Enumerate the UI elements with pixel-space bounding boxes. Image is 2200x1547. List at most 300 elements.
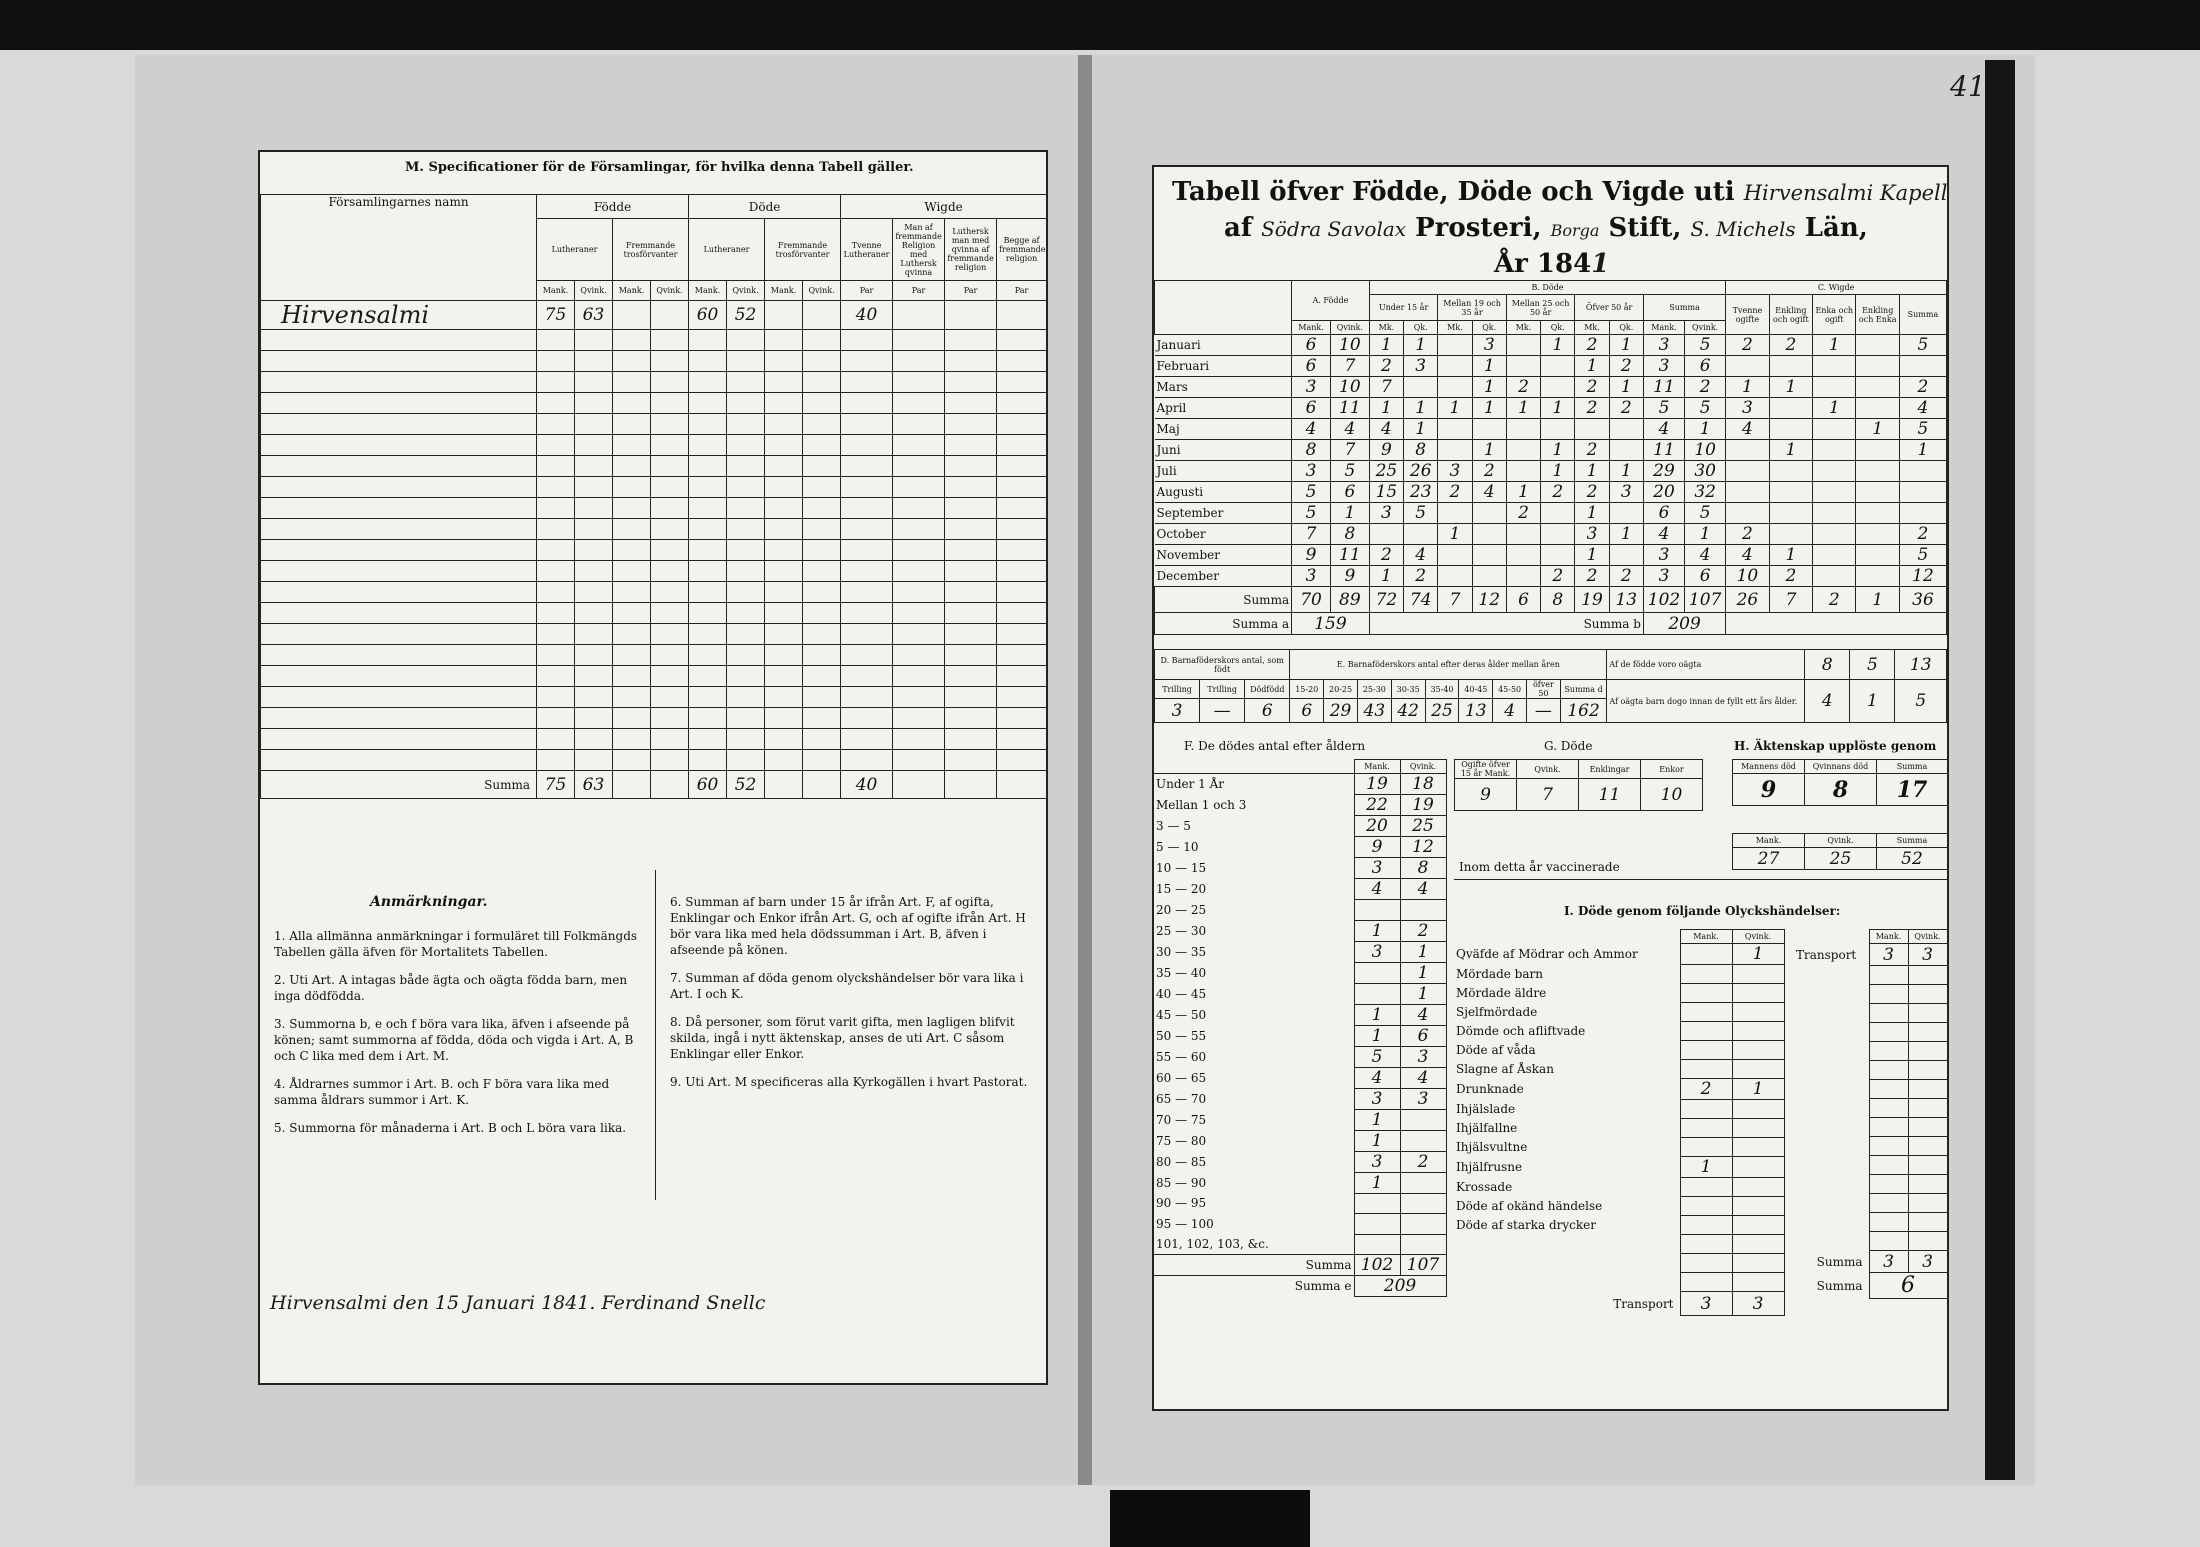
blank-row xyxy=(261,729,1047,750)
month-cell xyxy=(1438,377,1472,398)
month-cell: 3 xyxy=(1643,356,1684,377)
blank-cell xyxy=(1794,1004,1869,1023)
f-summa-label: Summa xyxy=(1154,1255,1354,1276)
blank-cell xyxy=(261,624,537,645)
blank-cell xyxy=(1908,1080,1947,1099)
blank-cell xyxy=(651,624,689,645)
blank-cell xyxy=(765,435,803,456)
age-label: 101, 102, 103, &c. xyxy=(1154,1234,1354,1255)
month-cell: 3 xyxy=(1609,482,1643,503)
age-mank: 9 xyxy=(1354,837,1400,858)
age-row xyxy=(1154,941,1446,962)
blank-cell xyxy=(537,456,575,477)
i-hdr-mank: Mank. xyxy=(1680,930,1732,944)
blank-cell xyxy=(1908,1042,1947,1061)
blank-cell xyxy=(689,645,727,666)
month-cell: 2 xyxy=(1369,356,1403,377)
hdr-qk: Qk. xyxy=(1404,321,1438,335)
note-4: 4. Åldrarnes summor i Art. B. och F böra vara lika med samma åldrars summor i Art. K. xyxy=(274,1077,610,1107)
summa-cell: 107 xyxy=(1685,587,1726,613)
month-cell: 12 xyxy=(1899,566,1946,587)
month-cell xyxy=(1813,566,1856,587)
head-25-50: Mellan 25 och 50 år xyxy=(1506,295,1575,321)
blank-cell xyxy=(1869,1080,1908,1099)
title-line-3 xyxy=(1494,249,1609,279)
age-label: 45 — 50 xyxy=(1154,1004,1354,1025)
month-cell: 3 xyxy=(1292,566,1331,587)
month-cell xyxy=(1813,419,1856,440)
age-row xyxy=(1154,1151,1446,1172)
title-text-2d: Län, xyxy=(1804,213,1868,243)
accident-qvink xyxy=(1732,1178,1784,1197)
blank-cell xyxy=(803,456,841,477)
blank-cell xyxy=(575,393,613,414)
blank-cell xyxy=(537,435,575,456)
month-cell xyxy=(1899,356,1946,377)
blank-cell xyxy=(1869,1156,1908,1175)
i-transport-q: 3 xyxy=(1732,1292,1784,1316)
blank-cell xyxy=(841,666,893,687)
summa-label: Summa xyxy=(261,771,537,799)
hdr-mank: Mank. xyxy=(765,281,803,301)
blank-cell xyxy=(537,372,575,393)
blank-cell xyxy=(803,540,841,561)
blank-cell xyxy=(651,330,689,351)
blank-cell xyxy=(727,582,765,603)
title-text-2a: af xyxy=(1224,213,1253,243)
wigde-header: Wigde xyxy=(841,195,1047,219)
blank-row xyxy=(261,666,1047,687)
e-val: 43 xyxy=(1357,699,1391,723)
blank-cell xyxy=(997,330,1047,351)
month-cell xyxy=(1609,503,1643,524)
d-e-table xyxy=(1154,649,1947,723)
dode-mank: 60 xyxy=(689,301,727,330)
blank-rows xyxy=(261,330,1047,771)
accident-row xyxy=(1454,1138,1784,1157)
blank-cell xyxy=(613,540,651,561)
blank-cell xyxy=(841,645,893,666)
month-cell xyxy=(1472,566,1506,587)
blank-cell xyxy=(651,687,689,708)
month-cell: 1 xyxy=(1575,356,1609,377)
month-cell: 2 xyxy=(1369,545,1403,566)
blank-cell xyxy=(689,708,727,729)
month-cell xyxy=(1506,461,1540,482)
month-cell: 2 xyxy=(1575,377,1609,398)
summa-cell: 70 xyxy=(1292,587,1331,613)
i-col-transport-label: Transport xyxy=(1796,947,1857,962)
blank-cell xyxy=(613,456,651,477)
blank-cell xyxy=(803,729,841,750)
month-cell: 9 xyxy=(1292,545,1331,566)
accident-row xyxy=(1454,1100,1784,1119)
blank-cell xyxy=(1908,1099,1947,1118)
month-cell: 2 xyxy=(1769,335,1812,356)
blank-cell xyxy=(689,414,727,435)
month-cell: 4 xyxy=(1404,545,1438,566)
blank-cell xyxy=(765,561,803,582)
blank-cell xyxy=(765,645,803,666)
blank-row xyxy=(1794,1137,1947,1156)
month-cell: 2 xyxy=(1541,482,1575,503)
e-col: Summa d xyxy=(1560,680,1607,699)
blank-cell xyxy=(727,687,765,708)
accident-label: Slagne af Åskan xyxy=(1456,1062,1554,1076)
month-cell: 5 xyxy=(1685,398,1726,419)
age-label: 80 — 85 xyxy=(1154,1151,1354,1172)
blank-cell xyxy=(689,582,727,603)
month-cell: 3 xyxy=(1643,566,1684,587)
age-mank: 19 xyxy=(1354,774,1400,795)
blank-row xyxy=(1794,1023,1947,1042)
month-cell: 7 xyxy=(1292,524,1331,545)
i-hdr-qvink: Qvink. xyxy=(1732,930,1784,944)
g-col: Enkor xyxy=(1641,760,1703,779)
month-cell: 4 xyxy=(1643,419,1684,440)
month-cell: 4 xyxy=(1685,545,1726,566)
blank-row xyxy=(1794,985,1947,1004)
blank-cell xyxy=(1908,966,1947,985)
title-hw-2a: Södra Savolax xyxy=(1261,217,1407,241)
g-title: G. Döde xyxy=(1544,739,1593,753)
accident-label: Drunknade xyxy=(1456,1082,1524,1096)
blank-cell xyxy=(1908,1004,1947,1023)
summa-cell: 72 xyxy=(1369,587,1403,613)
accident-mank xyxy=(1680,1041,1732,1060)
blank-cell xyxy=(841,603,893,624)
blank-row xyxy=(1794,1213,1947,1232)
blank-cell xyxy=(893,708,945,729)
month-cell xyxy=(1438,566,1472,587)
m-title: M. Specificationer för de Församlingar, för hvilka denna Tabell gäller. xyxy=(405,160,914,175)
accident-qvink xyxy=(1732,1060,1784,1079)
blank-cell xyxy=(803,750,841,771)
month-cell xyxy=(1575,419,1609,440)
dode-lutheraner: Lutheraner xyxy=(689,219,765,281)
blank-cell xyxy=(261,708,537,729)
month-cell xyxy=(1506,440,1540,461)
month-cell: 2 xyxy=(1575,440,1609,461)
accident-mank xyxy=(1680,1022,1732,1041)
head-19-35: Mellan 19 och 35 år xyxy=(1438,295,1507,321)
blank-cell xyxy=(727,498,765,519)
blank-cell xyxy=(841,708,893,729)
fodde-header: Födde xyxy=(537,195,689,219)
blank-row xyxy=(261,708,1047,729)
vacc-val: 25 xyxy=(1805,848,1877,870)
age-label: 3 — 5 xyxy=(1154,816,1354,837)
blank-cell xyxy=(803,645,841,666)
blank-cell xyxy=(765,330,803,351)
blank-cell xyxy=(765,540,803,561)
age-row xyxy=(1154,1130,1446,1151)
month-row xyxy=(1155,461,1947,482)
summa-cell: 7 xyxy=(1769,587,1812,613)
age-qvink xyxy=(1400,1130,1446,1151)
age-label: 5 — 10 xyxy=(1154,837,1354,858)
month-row xyxy=(1155,440,1947,461)
age-mank: 3 xyxy=(1354,941,1400,962)
summa-cell: 7 xyxy=(1438,587,1472,613)
accident-mank xyxy=(1680,1003,1732,1022)
month-cell xyxy=(1769,503,1812,524)
title-line-1 xyxy=(1172,177,1947,207)
accident-qvink xyxy=(1732,1157,1784,1178)
month-cell: 1 xyxy=(1813,398,1856,419)
accident-label: Döde af okänd händelse xyxy=(1456,1199,1603,1213)
blank-cell xyxy=(945,708,997,729)
blank-cell xyxy=(727,372,765,393)
e-title: E. Barnaföderskors antal efter deras ålder mellan åren xyxy=(1290,650,1607,680)
age-qvink: 12 xyxy=(1400,837,1446,858)
month-cell: 2 xyxy=(1685,377,1726,398)
age-row xyxy=(1154,1004,1446,1025)
blank-cell xyxy=(841,456,893,477)
month-cell: 11 xyxy=(1643,440,1684,461)
month-cell xyxy=(1726,503,1769,524)
accident-row xyxy=(1454,1216,1784,1235)
age-label: 90 — 95 xyxy=(1154,1193,1354,1214)
age-mank: 20 xyxy=(1354,816,1400,837)
title-text-1: Tabell öfver Födde, Döde och Vigde uti xyxy=(1172,177,1735,207)
age-qvink: 2 xyxy=(1400,920,1446,941)
month-cell xyxy=(1506,356,1540,377)
blank-cell xyxy=(537,687,575,708)
blank-cell xyxy=(537,708,575,729)
blank-cell xyxy=(765,519,803,540)
blank-cell xyxy=(575,666,613,687)
i-summa2-row xyxy=(1794,1273,1947,1299)
wigde-tvenne: Tvenne Lutheraner xyxy=(841,219,893,281)
blank-cell xyxy=(945,498,997,519)
hdr-mk: Mk. xyxy=(1369,321,1403,335)
month-cell: 5 xyxy=(1685,503,1726,524)
blank-cell xyxy=(803,330,841,351)
blank-cell xyxy=(1869,966,1908,985)
accident-label: Krossade xyxy=(1456,1180,1513,1194)
age-qvink: 25 xyxy=(1400,816,1446,837)
blank-cell xyxy=(613,519,651,540)
blank-cell xyxy=(1794,1099,1869,1118)
summa-dode-mank: 60 xyxy=(689,771,727,799)
hdr-qvink: Qvink. xyxy=(651,281,689,301)
month-cell: 1 xyxy=(1609,377,1643,398)
month-cell xyxy=(1899,461,1946,482)
age-label: 55 — 60 xyxy=(1154,1046,1354,1067)
age-qvink: 4 xyxy=(1400,1067,1446,1088)
age-row xyxy=(1154,774,1446,795)
blank-cell xyxy=(945,414,997,435)
blank-row xyxy=(1794,1099,1947,1118)
summa-cell: 13 xyxy=(1609,587,1643,613)
title-hw-2c: S. Michels xyxy=(1690,217,1796,241)
age-mank xyxy=(1354,962,1400,983)
blank-cell xyxy=(803,561,841,582)
h-val: 17 xyxy=(1877,774,1948,806)
e-val: 162 xyxy=(1560,699,1607,723)
head-tvenne: Tvenne ogifte xyxy=(1726,295,1769,335)
blank-cell xyxy=(997,645,1047,666)
i-summa2-label: Summa xyxy=(1816,1278,1863,1293)
blank-cell xyxy=(765,372,803,393)
blank-cell xyxy=(997,561,1047,582)
blank-cell xyxy=(1794,1042,1869,1061)
month-cell: 5 xyxy=(1292,503,1331,524)
month-cell xyxy=(1726,461,1769,482)
hdr-qvink: Qvink. xyxy=(1685,321,1726,335)
blank-cell xyxy=(893,603,945,624)
title-line-2 xyxy=(1224,213,1868,243)
accident-qvink: 1 xyxy=(1732,944,1784,965)
month-cell: 10 xyxy=(1685,440,1726,461)
blank-cell xyxy=(945,687,997,708)
blank-cell xyxy=(261,729,537,750)
month-name: September xyxy=(1155,503,1292,524)
d-val: 3 xyxy=(1155,699,1200,723)
page-number: 41 xyxy=(1950,70,1986,103)
right-page-edge xyxy=(1985,60,2015,1480)
blank-cell xyxy=(765,603,803,624)
month-cell xyxy=(1813,461,1856,482)
blank-cell xyxy=(841,750,893,771)
blank-cell xyxy=(613,372,651,393)
blank-cell xyxy=(1794,1213,1869,1232)
h-val: 9 xyxy=(1733,774,1805,806)
blank-row xyxy=(261,582,1047,603)
blank-cell xyxy=(261,372,537,393)
month-cell: 3 xyxy=(1292,377,1331,398)
month-cell xyxy=(1541,545,1575,566)
age-row xyxy=(1154,1109,1446,1130)
blank-cell xyxy=(727,708,765,729)
age-mank xyxy=(1354,900,1400,921)
vacc-val: 27 xyxy=(1733,848,1805,870)
blank-cell xyxy=(1794,1061,1869,1080)
age-label: 50 — 55 xyxy=(1154,1025,1354,1046)
age-label: 75 — 80 xyxy=(1154,1130,1354,1151)
blank-cell xyxy=(893,666,945,687)
month-cell: 5 xyxy=(1643,398,1684,419)
month-cell: 3 xyxy=(1643,335,1684,356)
blank-cell xyxy=(261,393,537,414)
accident-mank xyxy=(1680,1197,1732,1216)
blank-cell xyxy=(651,540,689,561)
month-cell: 1 xyxy=(1575,461,1609,482)
blank-cell xyxy=(893,414,945,435)
i-right-table xyxy=(1794,929,1948,1299)
accident-label: Ihjälsvultne xyxy=(1456,1140,1528,1154)
month-cell xyxy=(1438,419,1472,440)
month-cell xyxy=(1438,503,1472,524)
month-cell xyxy=(1856,524,1899,545)
blank-cell xyxy=(893,456,945,477)
month-cell xyxy=(1856,398,1899,419)
wigde-par: 40 xyxy=(841,301,893,330)
age-mank xyxy=(1354,1214,1400,1235)
month-cell: 1 xyxy=(1813,335,1856,356)
accident-qvink xyxy=(1732,1100,1784,1119)
blank-cell xyxy=(613,708,651,729)
blank-cell xyxy=(575,687,613,708)
vacc-label: Inom detta år vaccinerade xyxy=(1459,860,1620,874)
blank-cell xyxy=(727,729,765,750)
month-cell: 6 xyxy=(1292,335,1331,356)
month-cell xyxy=(1856,335,1899,356)
age-mank: 4 xyxy=(1354,1067,1400,1088)
month-cell: 1 xyxy=(1404,335,1438,356)
blank-row xyxy=(261,351,1047,372)
month-cell xyxy=(1541,377,1575,398)
blank-cell xyxy=(945,540,997,561)
age-label: 35 — 40 xyxy=(1154,962,1354,983)
blank-cell xyxy=(997,414,1047,435)
blank-row xyxy=(261,330,1047,351)
blank-cell xyxy=(727,351,765,372)
blank-cell xyxy=(1869,985,1908,1004)
month-cell: 3 xyxy=(1643,545,1684,566)
blank-cell xyxy=(651,708,689,729)
accident-qvink xyxy=(1732,1138,1784,1157)
month-cell xyxy=(1472,524,1506,545)
age-row xyxy=(1154,920,1446,941)
accident-row xyxy=(1454,1003,1784,1022)
blank-cell xyxy=(651,603,689,624)
month-cell: 26 xyxy=(1404,461,1438,482)
blank-cell xyxy=(997,540,1047,561)
i-col-transport-m: 3 xyxy=(1869,944,1908,966)
age-label: 10 — 15 xyxy=(1154,858,1354,879)
blank-cell xyxy=(893,750,945,771)
age-mank: 1 xyxy=(1354,1172,1400,1193)
blank-cell xyxy=(261,687,537,708)
head-enkling-enka: Enkling och Enka xyxy=(1856,295,1899,335)
hdr-par: Par xyxy=(893,281,945,301)
month-cell: 32 xyxy=(1685,482,1726,503)
blank-cell xyxy=(575,519,613,540)
blank-cell xyxy=(997,498,1047,519)
month-cell: 1 xyxy=(1369,398,1403,419)
accident-label: Dömde och afliftvade xyxy=(1456,1024,1586,1038)
month-row xyxy=(1155,503,1947,524)
summa-dode-qvink: 52 xyxy=(727,771,765,799)
h-val: 8 xyxy=(1805,774,1877,806)
month-cell xyxy=(1769,398,1812,419)
accident-row xyxy=(1454,944,1784,965)
blank-cell xyxy=(997,624,1047,645)
age-qvink xyxy=(1400,1214,1446,1235)
f-summa-row xyxy=(1154,1255,1446,1276)
blank-row xyxy=(261,498,1047,519)
month-cell: 1 xyxy=(1575,503,1609,524)
month-cell xyxy=(1813,482,1856,503)
month-name: Mars xyxy=(1155,377,1292,398)
month-cell: 29 xyxy=(1643,461,1684,482)
summa-cell: 12 xyxy=(1472,587,1506,613)
blank-cell xyxy=(1869,1194,1908,1213)
blank-cell xyxy=(841,393,893,414)
hdr-par: Par xyxy=(997,281,1047,301)
month-cell: 1 xyxy=(1404,398,1438,419)
blank-cell xyxy=(841,519,893,540)
blank-cell xyxy=(765,351,803,372)
age-mank: 5 xyxy=(1354,1046,1400,1067)
blank-cell xyxy=(727,624,765,645)
blank-cell xyxy=(689,330,727,351)
month-row xyxy=(1155,335,1947,356)
blank-cell xyxy=(689,561,727,582)
blank-cell xyxy=(765,666,803,687)
